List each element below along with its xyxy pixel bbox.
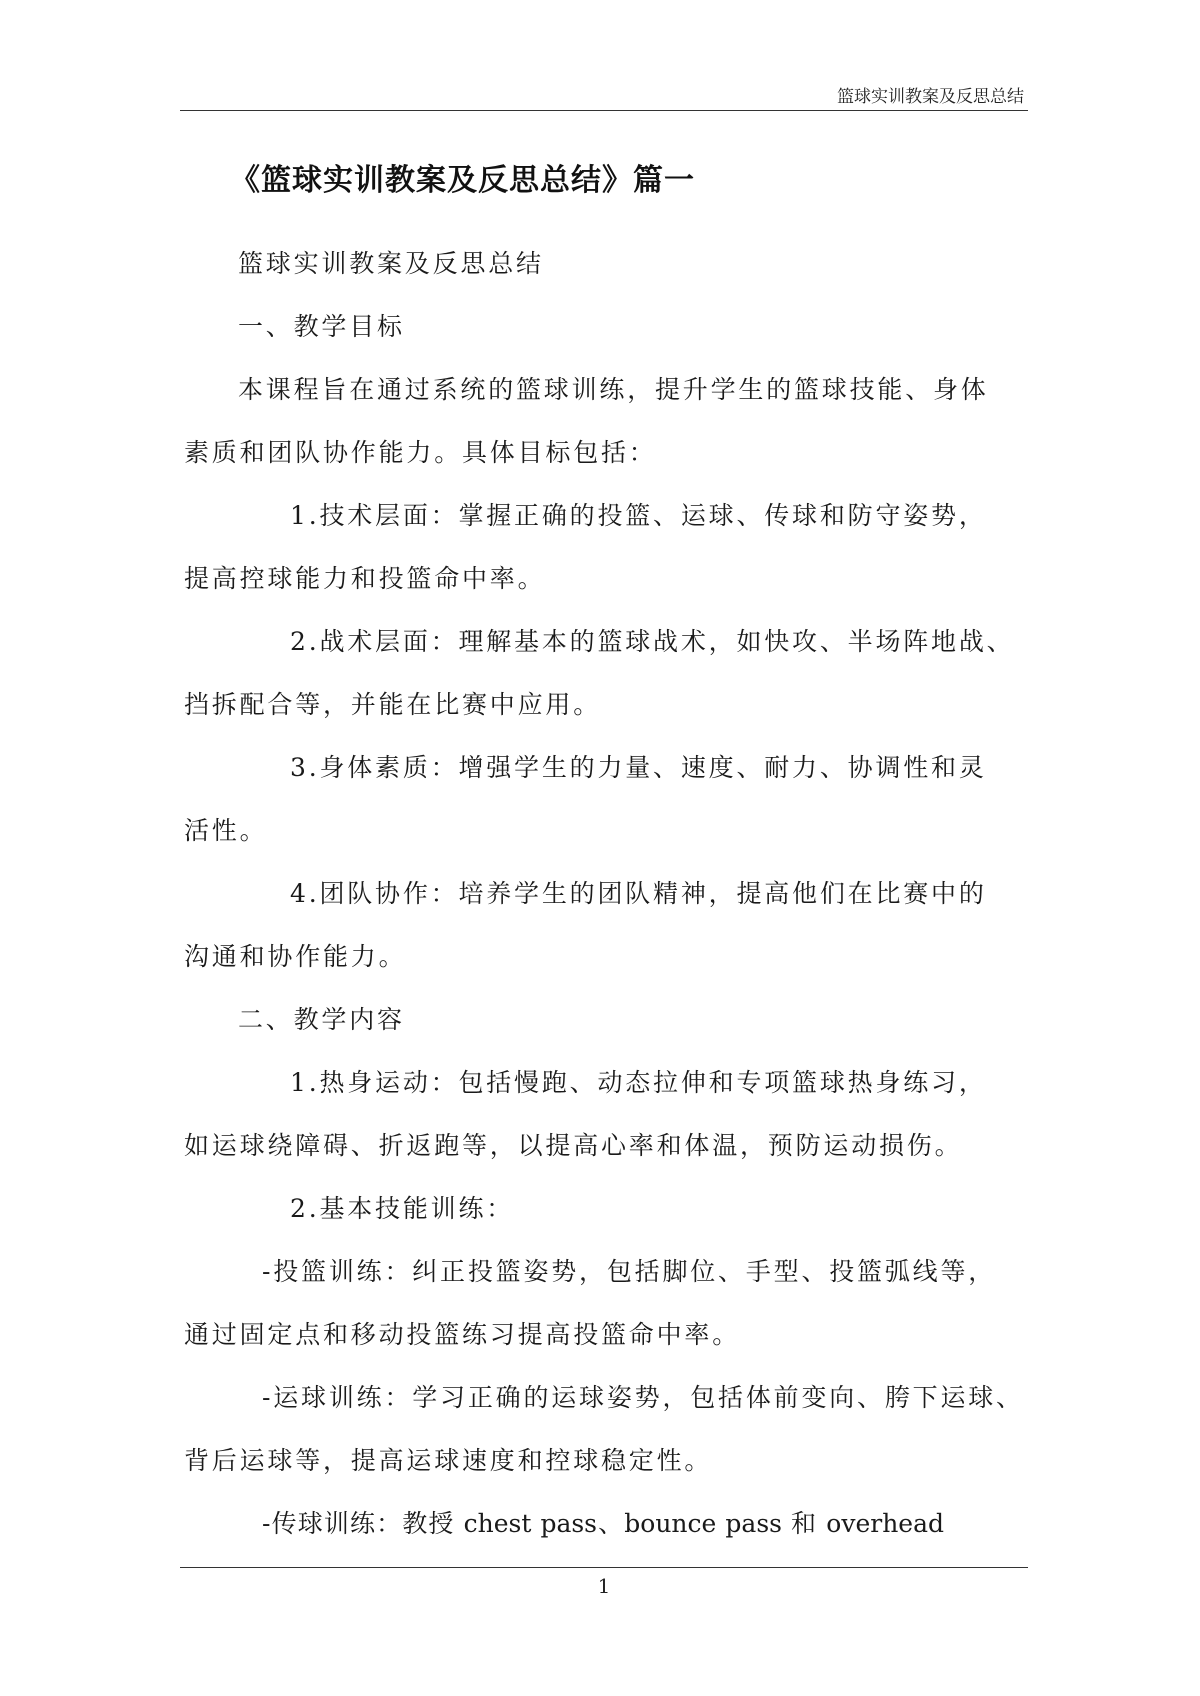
body-text xyxy=(184,232,1034,1555)
text-line: 3.身体素质：增强学生的力量、速度、耐力、协调性和灵 xyxy=(290,753,987,782)
text-line: 2.基本技能训练： xyxy=(290,1194,515,1223)
text-line: 如运球绕障碍、折返跑等，以提高心率和体温，预防运动损伤。 xyxy=(184,1131,963,1160)
text-line: 通过固定点和移动投篮练习提高投篮命中率。 xyxy=(184,1320,741,1349)
header-divider xyxy=(180,110,1028,111)
text-line: 提高控球能力和投篮命中率。 xyxy=(184,564,546,593)
text-line: 挡拆配合等，并能在比赛中应用。 xyxy=(184,690,602,719)
text-line: 4.团队协作：培养学生的团队精神，提高他们在比赛中的 xyxy=(290,879,987,908)
text-line: 背后运球等，提高运球速度和控球稳定性。 xyxy=(184,1446,713,1475)
page-number: 1 xyxy=(597,1574,611,1598)
text-line: 活性。 xyxy=(184,816,268,845)
text-line: 本课程旨在通过系统的篮球训练，提升学生的篮球技能、身体 xyxy=(238,375,989,404)
text-line: 沟通和协作能力。 xyxy=(184,942,407,971)
text-line: -传球训练：教授 chest pass、bounce pass 和 overhead xyxy=(262,1509,944,1538)
text-line: 1.热身运动：包括慢跑、动态拉伸和专项篮球热身练习， xyxy=(290,1068,987,1097)
text-line: 素质和团队协作能力。具体目标包括： xyxy=(184,438,657,467)
document-title: 《篮球实训教案及反思总结》篇一 xyxy=(230,163,695,198)
text-line: -投篮训练：纠正投篮姿势，包括脚位、手型、投篮弧线等， xyxy=(262,1257,997,1286)
running-header: 篮球实训教案及反思总结 xyxy=(837,87,1024,107)
footer-divider xyxy=(180,1567,1028,1568)
text-line: 2.战术层面：理解基本的篮球战术，如快攻、半场阵地战、 xyxy=(290,627,1015,656)
text-line: 篮球实训教案及反思总结 xyxy=(238,249,544,278)
text-line: -运球训练：学习正确的运球姿势，包括体前变向、胯下运球、 xyxy=(262,1383,1024,1412)
text-line: 二、教学内容 xyxy=(238,1005,405,1034)
text-line: 一、教学目标 xyxy=(238,312,405,341)
text-line: 1.技术层面：掌握正确的投篮、运球、传球和防守姿势， xyxy=(290,501,987,530)
